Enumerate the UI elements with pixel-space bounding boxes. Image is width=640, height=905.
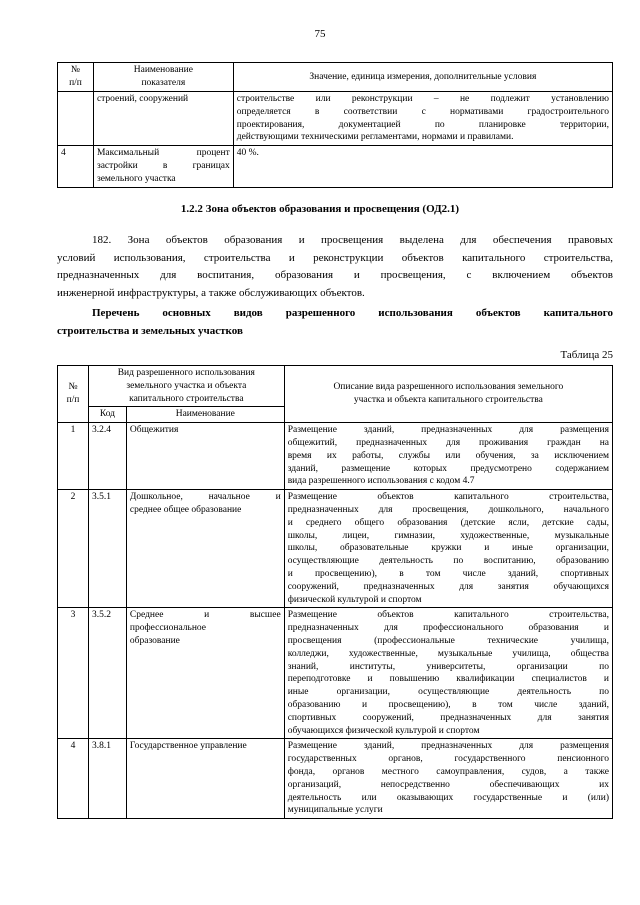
text-line: проектирования, документацией по планировке территории, [236,119,609,130]
cell-code: 3.8.1 [88,739,126,819]
cell-num: 4 [58,146,94,187]
text-line: обучающихся физической культурой и спортом [287,725,480,736]
paragraph-line: инженерной инфраструктуры, а также обслуживающих объектов. [57,286,365,299]
cell-code: 3.2.4 [88,423,126,490]
table-row [58,608,613,739]
paragraph-line: 182. Зона объектов образования и просвещения выделена для обеспечения правовых [92,234,613,246]
section-paragraph [57,232,613,302]
text-line: действующими техническими регламентами, нормами и правилами. [236,132,514,143]
header-description: Описание вида разрешенного использования земельного участка и объекта капитального строительства [284,366,612,423]
text-line: организаций, непосредственно обеспечивающих их [287,779,609,790]
list-heading [57,305,613,340]
text-line: колледжи, художественные, музыкальные училища, общества [287,648,609,659]
cell-name [126,423,284,490]
table-header-row [58,63,613,92]
cell-code: 3.5.1 [88,490,126,608]
text-line: и просвещению), в том числе зданий, спортивных [287,568,609,579]
cell-num: 1 [58,423,89,490]
paragraph-line: предназначенных для воспитания, образования и просвещения, с включением объектов [57,269,613,281]
indicator-table [57,62,613,188]
section-heading: 1.2.2 Зона объектов образования и просвещения (ОД2.1) [180,203,460,215]
text-line: Государственное управление [129,741,247,752]
table-row [58,490,613,608]
text-line: Среднее и высшее [129,610,281,621]
table-row [58,92,613,146]
text-line: деятельность или оказывающих государственные и (или) [287,792,609,803]
paragraph-line: условий использования, строительства и реконструкции объектов капитального строительства, [57,251,613,264]
text-line: профессиональное [129,623,206,634]
permitted-use-table [57,365,613,819]
header-value: Значение, единица измерения, дополнительные условия [233,63,612,92]
text-line: Общежития [129,425,179,436]
cell-description [284,423,612,490]
text-line: земельного участка [96,173,176,184]
text-line: общежитий, предназначенных для проживания граждан на [287,437,609,448]
cell-name [126,490,284,608]
text-line: образование [129,635,180,646]
cell-code: 3.5.2 [88,608,126,739]
cell-num: 4 [58,739,89,819]
text-line: физической культурой и спортом [287,594,422,605]
text-line: просвещения (профессиональные технические училища, [287,635,609,646]
cell-description [284,739,612,819]
cell-num: 2 [58,490,89,608]
text-line: государственных органов, государственного пенсионного [287,754,609,765]
text-line: спортивных сооружений, предназначенных для занятия [287,712,609,723]
page-number: 75 [314,28,326,40]
text-line: среднее общее образование [129,504,242,515]
text-line: вида разрешенного использования с кодом 4.7 [287,476,475,487]
table-row [58,146,613,187]
text-line: и среднего общего образования (детские ясли, детские сады, [287,517,609,528]
text-line: Максимальный процент [96,148,230,159]
text-line: определяется в соответствии с нормативами градостроительного [236,106,609,117]
table-row [58,423,613,490]
cell-num: 3 [58,608,89,739]
text-line: сооружений, предназначенных для занятия обучающихся [287,581,609,592]
header-code: Код [88,407,126,423]
header-indicator-name: Наименование показателя [93,63,233,92]
cell-name [126,739,284,819]
cell-value [233,92,612,146]
cell-indicator-name [93,146,233,187]
text-line: знаний, институты, университеты, организации по [287,661,609,672]
text-line: время их работы, службы или обучения, за исключением [287,450,609,461]
header-num: № п/п [58,366,89,423]
text-line: застройки в границах [96,160,230,171]
cell-description [284,608,612,739]
list-heading-line: строительства и земельных участков [57,324,243,337]
cell-num [58,92,94,146]
text-line: переподготовке и повышению квалификации специалистов и [287,674,609,685]
text-line: образованию и просвещению), в том числе зданий, [287,699,609,710]
cell-name [126,608,284,739]
text-line: Размещение зданий, предназначенных для размещения [287,425,609,436]
cell-value: 40 %. [233,146,612,187]
list-heading-line: Перечень основных видов разрешенного использования объектов капитального [92,307,613,319]
text-line: иные организации, осуществляющие деятельность по [287,687,609,698]
text-line: Размещение объектов капитального строительства, [287,610,609,621]
text-line: Размещение зданий, предназначенных для размещения [287,741,609,752]
header-num: № п/п [58,63,94,92]
text-line: фонда, органов местного самоуправления, судов, а также [287,766,609,777]
header-name: Наименование [126,407,284,423]
text-line: школы, лицеи, гимназии, художественные, музыкальные [287,530,609,541]
table-row [58,739,613,819]
text-line: осуществляющие деятельность по воспитанию, образованию [287,556,609,567]
text-line: Размещение объектов капитального строительства, [287,492,609,503]
text-line: муниципальные услуги [287,805,383,816]
text-line: зданий, размещение которых предусмотрено содержанием [287,463,609,474]
text-line: предназначенных для просвещения, дошкольного, начального [287,504,609,515]
text-line: Дошкольное, начальное и [129,492,281,503]
cell-indicator-name: строений, сооружений [93,92,233,146]
text-line: школы, образовательные кружки и иные организации, [287,543,609,554]
table-header-row [58,366,613,407]
cell-description [284,490,612,608]
text-line: предназначенных для профессионального образования и [287,623,609,634]
table-label: Таблица 25 [560,349,613,361]
text-line: строительстве или реконструкции – не подлежит установлению [236,94,609,104]
header-kind: Вид разрешенного использования земельного участка и объекта капитального строительства [88,366,284,407]
